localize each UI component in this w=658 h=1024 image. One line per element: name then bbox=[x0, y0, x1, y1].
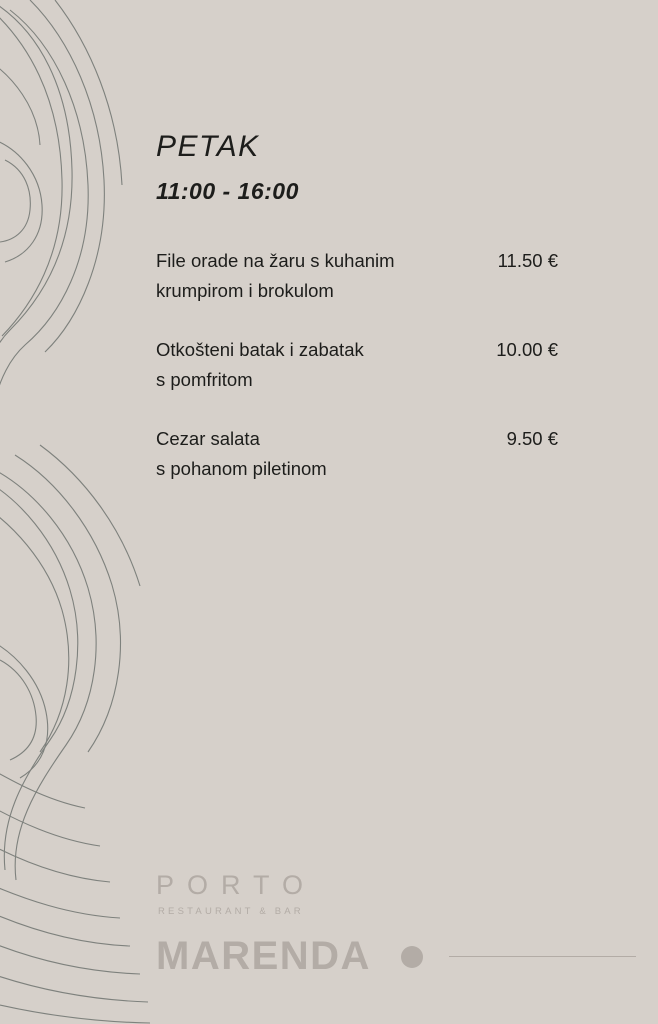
service-hours: 11:00 - 16:00 bbox=[156, 178, 299, 204]
menu-item-name-line1: File orade na žaru s kuhanim bbox=[156, 250, 395, 271]
brand-subtitle: RESTAURANT & BAR bbox=[158, 906, 304, 917]
menu-item-name bbox=[156, 335, 364, 395]
menu-item bbox=[156, 246, 558, 306]
menu-item-name bbox=[156, 246, 395, 306]
menu-item-name-line2: s pohanom piletinom bbox=[156, 457, 327, 479]
menu-item-name-line2: s pomfritom bbox=[156, 368, 253, 390]
brand-name: PORTO bbox=[156, 870, 317, 900]
menu-item-name-line2: krumpirom i brokulom bbox=[156, 279, 334, 301]
brand-logo bbox=[156, 872, 576, 917]
menu-item bbox=[156, 335, 558, 395]
divider-line bbox=[449, 956, 636, 958]
menu-item-name-line1: Cezar salata bbox=[156, 427, 260, 449]
topographic-lines-decoration bbox=[0, 0, 150, 1024]
page-title: PETAK bbox=[156, 130, 260, 163]
menu-item-price: 9.50 € bbox=[506, 427, 558, 449]
dot-icon bbox=[401, 946, 423, 968]
menu-item-price: 11.50 € bbox=[497, 250, 558, 271]
marenda-label: MARENDA bbox=[156, 934, 371, 978]
menu-item-price: 10.00 € bbox=[496, 338, 558, 360]
menu-item bbox=[156, 424, 558, 484]
menu-item-name-line1: Otkošteni batak i zabatak bbox=[156, 338, 364, 360]
menu-items-list bbox=[156, 246, 558, 513]
menu-item-row bbox=[156, 335, 558, 395]
menu-item-name bbox=[156, 424, 327, 484]
menu-item-row bbox=[156, 246, 558, 306]
menu-item-row bbox=[156, 424, 558, 484]
marenda-footer bbox=[156, 934, 636, 979]
